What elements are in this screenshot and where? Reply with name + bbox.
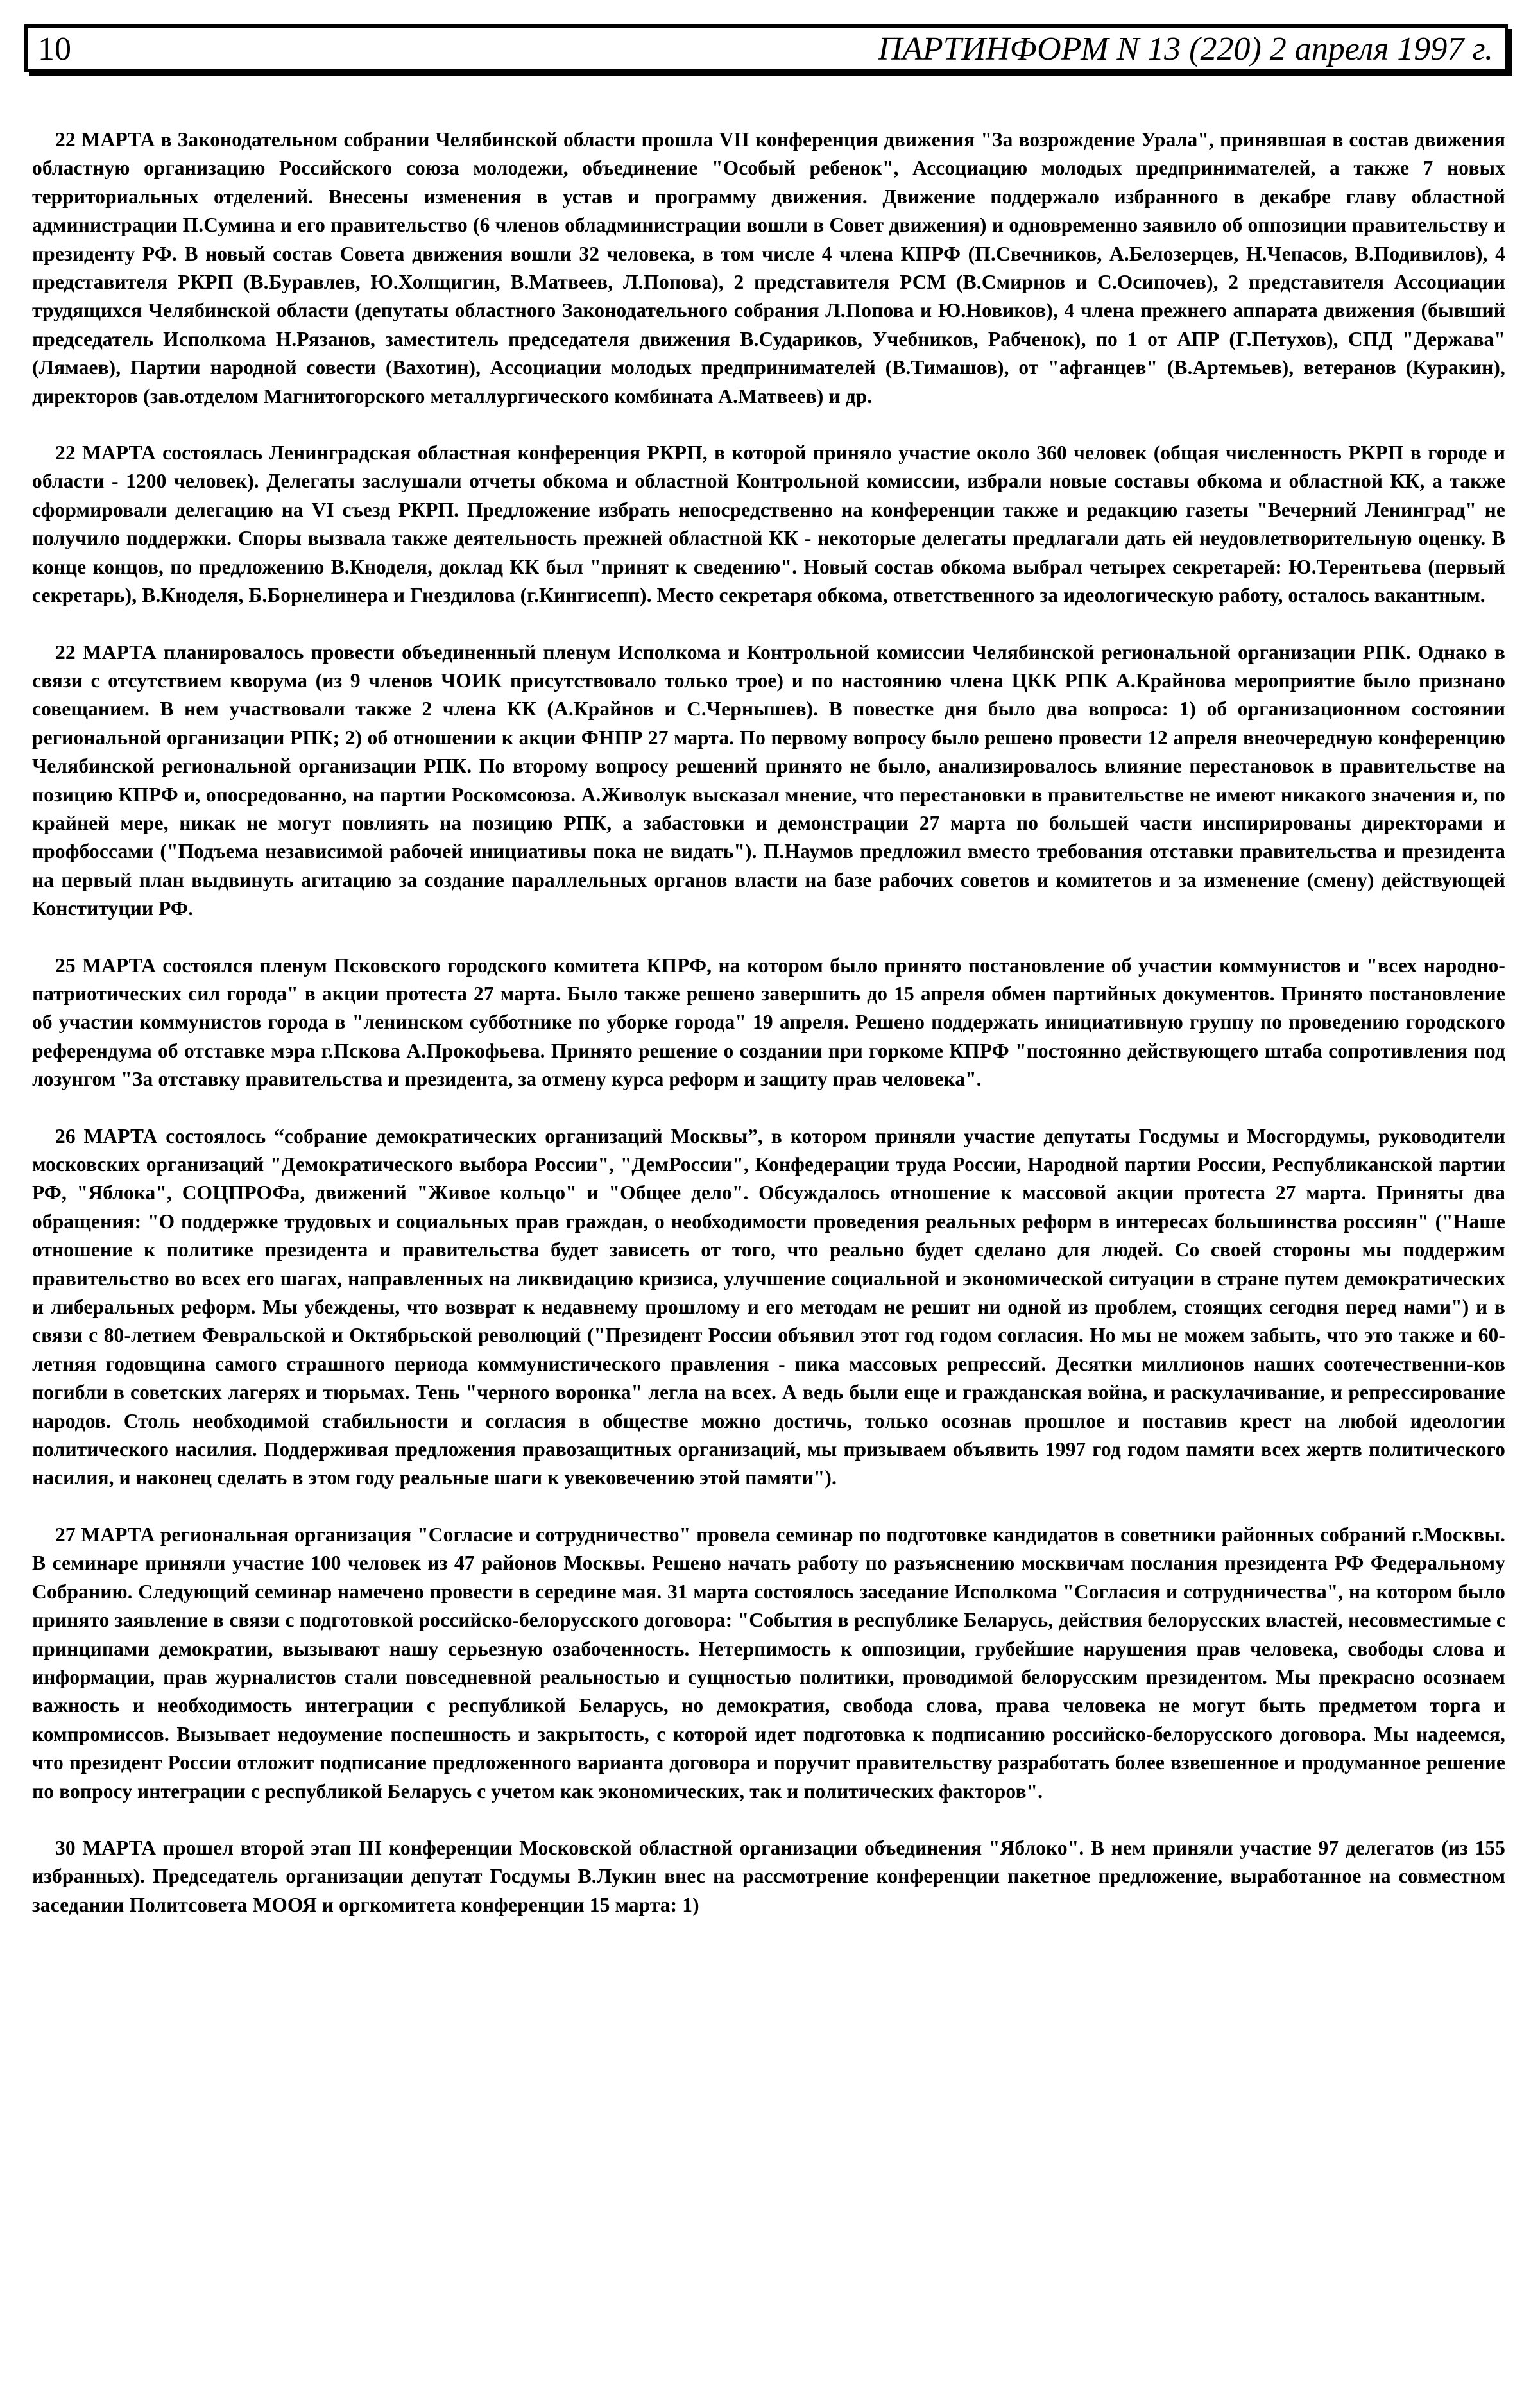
news-item: 27 МАРТА региональная организация "Согласие и сотрудничество" провела семинар по подготовке кандидатов в советники районных собраний г.Москвы. В семинаре приняли участие 100 человек из 47 районов Москвы. Решено начать работу по разъяснению москвичам послания президента РФ Федеральному Собранию. Следующий семинар намечено провести в середине мая. 31 марта состоялось заседание Исполкома "Согласия и сотрудничества", на котором было принято заявление в связи с подготовкой российско-белорусского договора: "События в республике Беларусь, действия белорусских властей, несовместимые с принципами демократии, вызывают нашу серьезную озабоченность. Нетерпимость к оппозиции, грубейшие нарушения прав человека, свободы слова и информации, прав журналистов стали повседневной реальностью и сущностью политики, проводимой белорусским президентом. Мы прекрасно осознаем важность и необходимость интеграции с республикой Беларусь, но демократия, свобода слова, права человека не могут быть предметом торга и компромиссов. Вызывает недоумение поспешность и закрытость, с которой идет подготовка к подписанию российско-белорусского договора. Мы надеемся, что президент России отложит подписание предложенного варианта договора и поручит правительству разработать более взвешенное и продуманное решение по вопросу интеграции с республикой Беларусь с учетом как экономических, так и политических факторов". (32, 1523, 1505, 1803)
publication-title: ПАРТИНФОРМ N 13 (220) 2 апреля 1997 г. (878, 31, 1493, 67)
news-item: 22 МАРТА планировалось провести объединенный пленум Исполкома и Контрольной комиссии Челябинской региональной организации РПК. Однако в связи с отсутствием кворума (из 9 членов ЧОИК присутствовало только трое) и по настоянию члена ЦКК РПК А.Крайнова мероприятие было признано совещанием. В нем участвовали также 2 члена КК (А.Крайнов и С.Чернышев). В повестке дня было два вопроса: 1) об организационном состоянии региональной организации РПК; 2) об отношении к акции ФНПР 27 марта. По первому вопросу было решено провести 12 апреля внеочередную конференцию Челябинской региональной организации РПК. По второму вопросу решений принято не было, анализировалось влияние перестановок в правительстве на позицию КПРФ и, опосредованно, на партии Роскомсоюза. А.Живолук высказал мнение, что перестановки в правительстве не имеют никакого значения и, по крайней мере, никак не могут повлиять на позицию РПК, а забастовки и демонстрации 27 марта по большей части инспирированы директорами и профбоссами ("Подъема независимой рабочей инициативы пока не видать"). П.Наумов предложил вместо требования отставки правительства и президента на первый план выдвинуть агитацию за создание параллельных органов власти на базе рабочих советов и комитетов и за изменение (смену) действующей Конституции РФ. (32, 640, 1505, 920)
page-header (24, 24, 1508, 72)
article-column (32, 126, 1505, 1919)
page-number: 10 (38, 31, 71, 67)
news-item: 30 МАРТА прошел второй этап III конференции Московской областной организации объединения "Яблоко". В нем приняли участие 97 делегатов (из 155 избранных). Председатель организации депутат Госдумы В.Лукин внес на рассмотрение конференции пакетное предложение, выработанное на совместном заседании Политсовета МООЯ и оргкомитета конференции 15 марта: 1) (32, 1836, 1505, 1916)
news-item: 25 МАРТА состоялся пленум Псковского городского комитета КПРФ, на котором было принято постановление об участии коммунистов и "всех народно-патриотических сил города" в акции протеста 27 марта. Было также решено завершить до 15 апреля обмен партийных документов. Принято постановление об участии коммунистов города в "ленинском субботнике по уборке города" 19 апреля. Решено поддержать инициативную группу по проведению городского референдума об отставке мэра г.Пскова А.Прокофьева. Принято решение о создании при горкоме КПРФ "постоянно действующего штаба сопротивления под лозунгом "За отставку правительства и президента, за отмену курса реформ и защиту прав человека". (32, 954, 1505, 1091)
news-item: 26 МАРТА состоялось “собрание демократических организаций Москвы”, в котором приняли участие депутаты Госдумы и Мосгордумы, руководители московских организаций "Демократического выбора России", "ДемРоссии", Конфедерации труда России, Народной партии России, Республиканской партии РФ, "Яблока", СОЦПРОФа, движений "Живое кольцо" и "Общее дело". Обсуждалось отношение к массовой акции протеста 27 марта. Приняты два обращения: "О поддержке трудовых и социальных прав граждан, о необходимости проведения реальных реформ в интересах большинства россиян" ("Наше отношение к политике президента и правительства будет зависеть от того, что реально будет сделано для людей. Со своей стороны мы поддержим правительство во всех его шагах, направленных на ликвидацию кризиса, улучшение социальной и экономической ситуации в стране путем демократических и либеральных реформ. Мы убеждены, что возврат к недавнему прошлому и его методам не решит ни одной из проблем, стоящих сегодня перед нами") и в связи с 80-летием Февральской и Октябрьской революций ("Президент России объявил этот год годом согласия. Но мы не можем забыть, что это также и 60-летняя годовщина самого страшного периода коммунистического правления - пика массовых репрессий. Десятки миллионов наших соотечественни-ков погибли в советских лагерях и тюрьмах. Тень "черного воронка" легла на всех. А ведь были еще и гражданская война, и раскулачивание, и репрессирование народов. Столь необходимой стабильности и согласия в обществе можно достичь, только осознав прошлое и поставив крест на любой идеологии политического насилия. Поддерживая предложения правозащитных организаций, мы призываем объявить 1997 год годом памяти всех жертв политического насилия, и наконец сделать в этом году реальные шаги к увековечению этой памяти"). (32, 1124, 1505, 1489)
news-item: 22 МАРТА в Законодательном собрании Челябинской области прошла VII конференция движения "За возрождение Урала", принявшая в состав движения областную организацию Российского союза молодежи, объединение "Особый ребенок", Ассоциацию молодых предпринимателей, а также 7 новых территориальных отделений. Внесены изменения в устав и программу движения. Движение поддержало избранного в декабре главу областной администрации П.Сумина и его правительство (6 членов обладминистрации вошли в Совет движения) и одновременно заявило об оппозиции правительству и президенту РФ. В новый состав Совета движения вошли 32 человека, в том числе 4 члена КПРФ (П.Свечников, А.Белозерцев, Н.Чепасов, В.Подивилов), 4 представителя РКРП (В.Буравлев, Ю.Холщигин, В.Матвеев, Л.Попова), 2 представителя РСМ (В.Смирнов и С.Осипочев), 2 представителя Ассоциации трудящихся Челябинской области (депутаты областного Законодательного собрания Л.Попова и Ю.Новиков), 4 члена прежнего аппарата движения (бывший председатель Исполкома Н.Рязанов, заместитель председателя движения В.Судариков, Учебников, Рабченок), по 1 от АПР (Г.Петухов), СПД "Держава" (Лямаев), Партии народной совести (Вахотин), Ассоциации молодых предпринимателей (В.Тимашов), от "афганцев" (В.Артемьев), ветеранов (Куракин), директоров (зав.отделом Магнитогорского металлургического комбината А.Матвеев) и др. (32, 128, 1505, 407)
news-item: 22 МАРТА состоялась Ленинградская областная конференция РКРП, в которой приняло участие около 360 человек (общая численность РКРП в городе и области - 1200 человек). Делегаты заслушали отчеты обкома и областной Контрольной комиссии, избрали новые составы обкома и областной КК, а также сформировали делегацию на VI съезд РКРП. Предложение избрать непосредственно на конференции также и редакцию газеты "Вечерний Ленинград" не получило поддержки. Споры вызвала также деятельность прежней областной КК - некоторые делегаты предлагали дать ей неудовлетворительную оценку. В конце концов, по предложению В.Кноделя, доклад КК был "принят к сведению". Новый состав обкома выбрал четырех секретарей: Ю.Терентьева (первый секретарь), В.Кноделя, Б.Борнелинера и Гнездилова (г.Кингисепп). Место секретаря обкома, ответственного за идеологическую работу, осталось вакантным. (32, 441, 1505, 607)
